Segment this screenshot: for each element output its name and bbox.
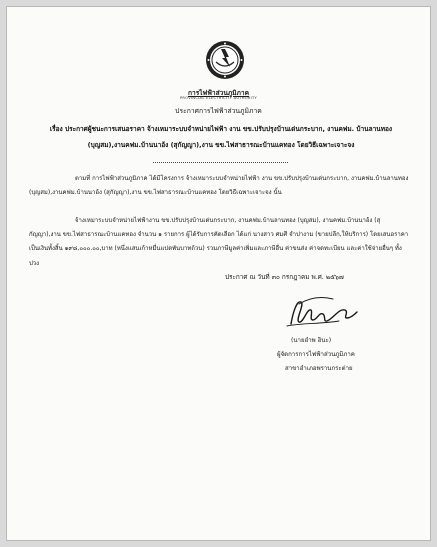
- announcement-subject: เรื่อง ประกาศผู้ชนะการเสนอราคา จ้างเหมาระบบจำหน่ายไฟฟ้า งาน ขข.ปรับปรุงบ้านเด่นกระบาก, งานคฟม. บ้านลานทอง (บุญสม),งานคฟม.บ้านนาอ้ง (สุกัญญา),งาน ขข.ไฟสาธารณะบ้านแคทอง โดยวิธีเฉพาะเจาะจง: [49, 125, 393, 149]
- body-paragraph-2: [29, 214, 411, 271]
- body-paragraph-2-text: จ้างเหมาระบบจำหน่ายไฟฟ้างาน ขข.ปรับปรุงบ้านเด่นกระบาก, งานคฟม.บ้านลานทอง (บุญสม), งานคฟม.บ้านนาอ้ง (สุกัญญา),งาน ขข.ไฟสาธารณะบ้านแคทอง จำนวน ๑ รายการ ผู้ได้รับการคัดเลือก ได้แก่ นางสาว ศมศี จำปางาม (ขายปลีก,ให้บริการ) โดยเสนอราคา เป็นเงินทั้งสิ้น ๑๙๘,๐๐๐.๐๐,บาท (หนึ่งแสนเก้าหมื่นแปดพันบาทถ้วน) รวมภาษีมูลค่าเพิ่มและภาษีอื่น ค่าขนส่ง ค่าจดทะเบียน และค่าใช้จ่ายอื่นๆ ทั้งปวง: [29, 217, 409, 267]
- handwritten-signature: [281, 290, 361, 332]
- signatory-branch: สาขาอำเภอพรานกระต่าย: [285, 365, 353, 372]
- body-paragraph-1-text: ตามที่ การไฟฟ้าส่วนภูมิภาค ได้มีโครงการ จ้างเหมาระบบจำหน่ายไฟฟ้า งาน ขข.ปรับปรุงบ้านเด่นกระบาก, งานคฟม.บ้านลานทอง (บุญสม),งานคฟม.บ้านนาอ้ง (สุกัญญา),งาน ขข.ไฟสาธารณะบ้านแคทอง โดยวิธีเฉพาะเจาะจง นั้น: [29, 175, 409, 197]
- announcement-heading: ประกาศการไฟฟ้าส่วนภูมิภาค: [175, 107, 262, 115]
- pea-logo-emblem: [205, 40, 245, 80]
- document-page: [6, 6, 431, 541]
- organization-name-english: PROVINCIAL ELECTRICITY AUTHORITY: [179, 96, 258, 100]
- signatory-title: ผู้จัดการการไฟฟ้าส่วนภูมิภาค: [277, 351, 355, 358]
- dotted-divider: [153, 162, 288, 163]
- announcement-date: ประกาศ ณ วันที่ ๓๐ กรกฎาคม พ.ศ. ๒๕๖๗: [225, 273, 344, 281]
- body-paragraph-1: [29, 172, 411, 200]
- organization-name-thai: การไฟฟ้าส่วนภูมิภาค: [188, 89, 249, 97]
- signatory-name: (นายอำพ ฮินะ): [291, 337, 332, 344]
